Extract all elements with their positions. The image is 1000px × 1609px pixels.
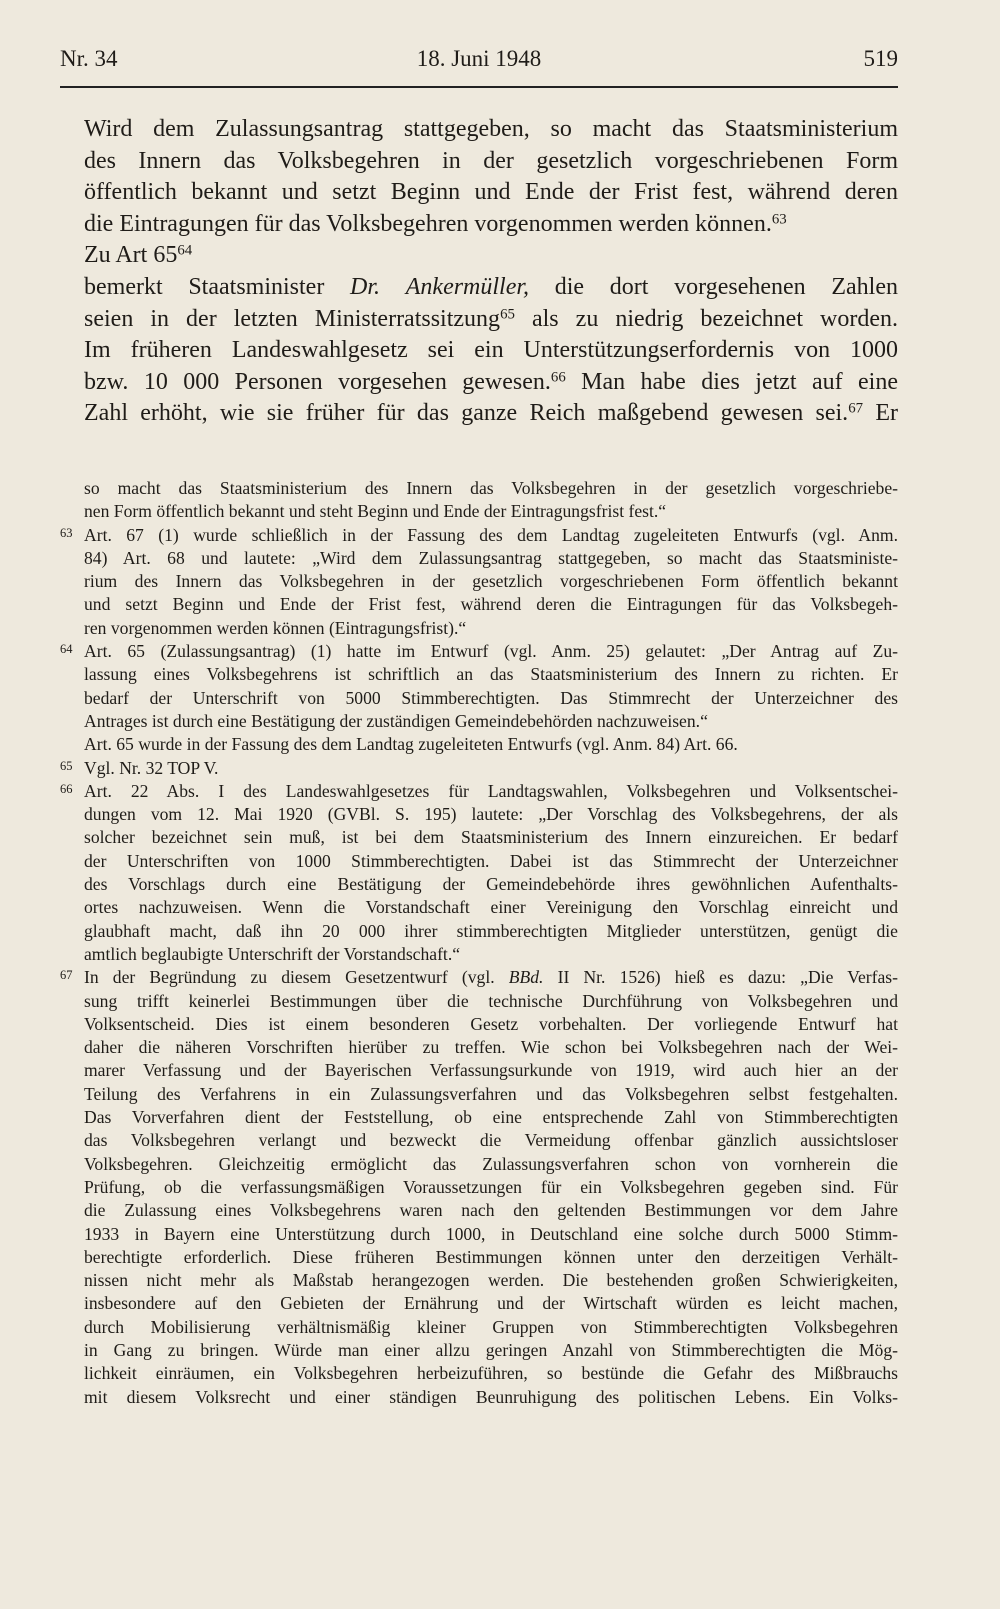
footnote-ref-65[interactable]: 65 [500, 306, 515, 323]
main-line: bemerkt Staatsminister Dr. Ankermüller, die dort vorgesehenen Zahlen [84, 273, 898, 300]
main-line: des Innern das Volksbegehren in der gesetzlich vorgeschriebenen Form [84, 147, 898, 174]
main-line: öffentlich bekannt und setzt Beginn und Ende der Frist fest, während deren [84, 179, 898, 206]
citation-abbrev: BBd. [508, 967, 544, 988]
section-heading: Zu Art $65^{64}$ [84, 242, 193, 269]
footnote-continuation: so macht das Staatsministerium des Innern das Volksbegehren in der gesetzlich vorgeschriebe- nen Form öffentlich bekannt und steht Beginn und Ende der Eintragungsfrist fest.“ [84, 478, 898, 522]
header-date: 18. Juni 1948 [416, 46, 542, 71]
issue-number: Nr. 34 [60, 46, 118, 71]
footnote-ref-63[interactable]: 63 [771, 211, 787, 228]
person-name: Ankermüller, [405, 273, 530, 300]
footnote-63: 63 Art. 67 (1) wurde schließlich in der Fassung des dem Landtag zugeleiteten Entwurfs (vgl. Anm. 84) Art. 68 und lautete: „Wird dem Zulassungsantrag stattgegeben, so macht das Staatsministe- rium des Innern das Volksbegehren in der gesetzlich vorgeschriebenen Form öffentlich bekannt und setzt Beginn und Ende der Frist fest, während deren die Eintragungen für das Volksbegeh- ren vorgenommen werden können (Eintragungsfrist).“ [60, 524, 898, 640]
person-title: Dr. [350, 273, 381, 300]
footnote-66: 66 Art. 22 Abs. I des Landeswahlgesetzes für Landtagswahlen, Volksbegehren und Volksentschei- dungen vom 12. Mai 1920 (GVBl. S. 195) lautete: „Der Vorschlag des Volksbegehrens, der als solcher bezeichnet sein muß, ist bei dem Staatsministerium des Innern einzureichen. Er bedarf der Unterschriften von 1000 Stimmberechtigten. Dabei ist das Stimmrecht der Unterzeichner des Vorschlags durch eine Bestätigung der Gemeindebehörde ihres gewöhnlichen Aufenthalts- ortes nachzuweisen. Wenn die Vorstandschaft einer Vereinigung den Vorschlag einreicht und glaubhaft macht, daß ihn 20 000 ihrer stimmberechtigten Mitglieder unterstützen, genügt die amtlich beglaubigte Unterschrift der Vorstandschaft.“ [60, 780, 898, 966]
footnote-65: 65 Vgl. Nr. 32 TOP V. [60, 757, 898, 780]
footnote-number: 67 [60, 968, 73, 983]
header-rule [60, 86, 898, 88]
footnote-ref-64[interactable]: 64 [177, 242, 193, 259]
footnote-ref-67[interactable]: 67 [848, 400, 864, 417]
footnote-number: 65 [60, 758, 73, 773]
footnote-64: 64 Art. 65 (Zulassungsantrag) (1) hatte im Entwurf (vgl. Anm. 25) gelautet: „Der Antrag auf Zu- lassung eines Volksbegehrens ist schriftlich an das Staatsministerium des Innern zu richten. Er bedarf der Unterschrift von 5000 Stimmberechtigten. Das Stimmrecht der Unterzeichner des Antrages ist durch eine Bestätigung der zuständigen Gemeindebehörden nachzuweisen.“ Art. 65 wurde in der Fassung des dem Landtag zugeleiteten Entwurfs (vgl. Anm. 84) Art. 66. [60, 640, 898, 756]
main-line: Wird dem Zulassungsantrag stattgegeben, so macht das Staatsministerium [84, 116, 898, 142]
footnote-67: 67 In der Begründung zu diesem Gesetzentwurf (vgl. BBd. II Nr. 1526) hieß es dazu: „Die Verfas- sung trifft keinerlei Bestimmungen über die technische Durchführung von Volksbegehren und Volksentscheid. Dies ist einem besonderen Gesetz vorbehalten. Der vorliegende Entwurf hat daher die näheren Vorschriften hierüber zu treffen. Wie schon bei Volksbegehren nach der Wei- marer Verfassung und der Bayerischen Verfassungsurkunde von 1919, wird auch hier an der Teilung des Verfahrens in ein Zulassungsverfahren und das Volksbegehren selbst festgehalten. Das Vorverfahren dient der Feststellung, ob eine entsprechende Zahl von Stimmberechtigten das Volksbegehren verlangt und bezweckt die Vermeidung offenbar gänzlich aussichtsloser Volksbegehren. Gleichzeitig ermöglicht das Zulassungsverfahren schon von vornherein die Prüfung, ob die verfassungsmäßigen Voraussetzungen für ein Volksbegehren gegeben sind. Für die Zulassung eines Volksbegehrens waren nach den geltenden Bestimmungen vor dem Jahre 1933 in Bayern eine Unterstützung durch 1000, in Deutschland eine solche durch 5000 Stimm- berechtigte erforderlich. Diese früheren Bestimmungen können unter den derzeitigen Verhält- nissen nicht mehr als Maßstab herangezogen werden. Die bestehenden großen Schwierigkeiten, insbesondere auf den Gebieten der Ernährung und der Wirtschaft würden es leicht machen, durch Mobilisierung verhältnismäßig kleiner Gruppen von Stimmberechtigten Volksbegehren in Gang zu bringen. Würde man einer allzu geringen Anzahl von Stimmberechtigten die Mög- lichkeit einräumen, ein Volksbegehren herbeizuführen, so bestünde die Gefahr des Mißbrauchs mit diesem Volksrecht und einer ständigen Beunruhigung des politischen Lebens. Ein Volks- [60, 966, 898, 1409]
footnotes [60, 477, 898, 1409]
main-line: seien in der letzten Ministerratssitzung$^{65}$ als zu niedrig bezeichnet worden. [84, 305, 898, 332]
main-line: Im früheren Landeswahlgesetz sei ein Unterstützungserfordernis von 1000 [84, 337, 898, 364]
main-line: Zahl erhöht, wie sie früher für das ganze Reich maßgebend gewesen sei.$^{67}$ Er [84, 400, 898, 427]
footnote-number: 63 [60, 525, 73, 540]
footnote-number: 66 [60, 781, 73, 796]
running-header [60, 46, 898, 82]
footnote-ref-66[interactable]: 66 [550, 369, 566, 386]
page-number: 519 [863, 46, 898, 71]
main-line: bzw. 10 000 Personen vorgesehen gewesen.$^{66}$ Man habe dies jetzt auf eine [84, 368, 898, 395]
main-line: die Eintragungen für das Volksbegehren vorgenommen werden können.$^{63}$ [84, 210, 787, 237]
main-text [84, 114, 898, 430]
footnote-number: 64 [60, 642, 73, 657]
